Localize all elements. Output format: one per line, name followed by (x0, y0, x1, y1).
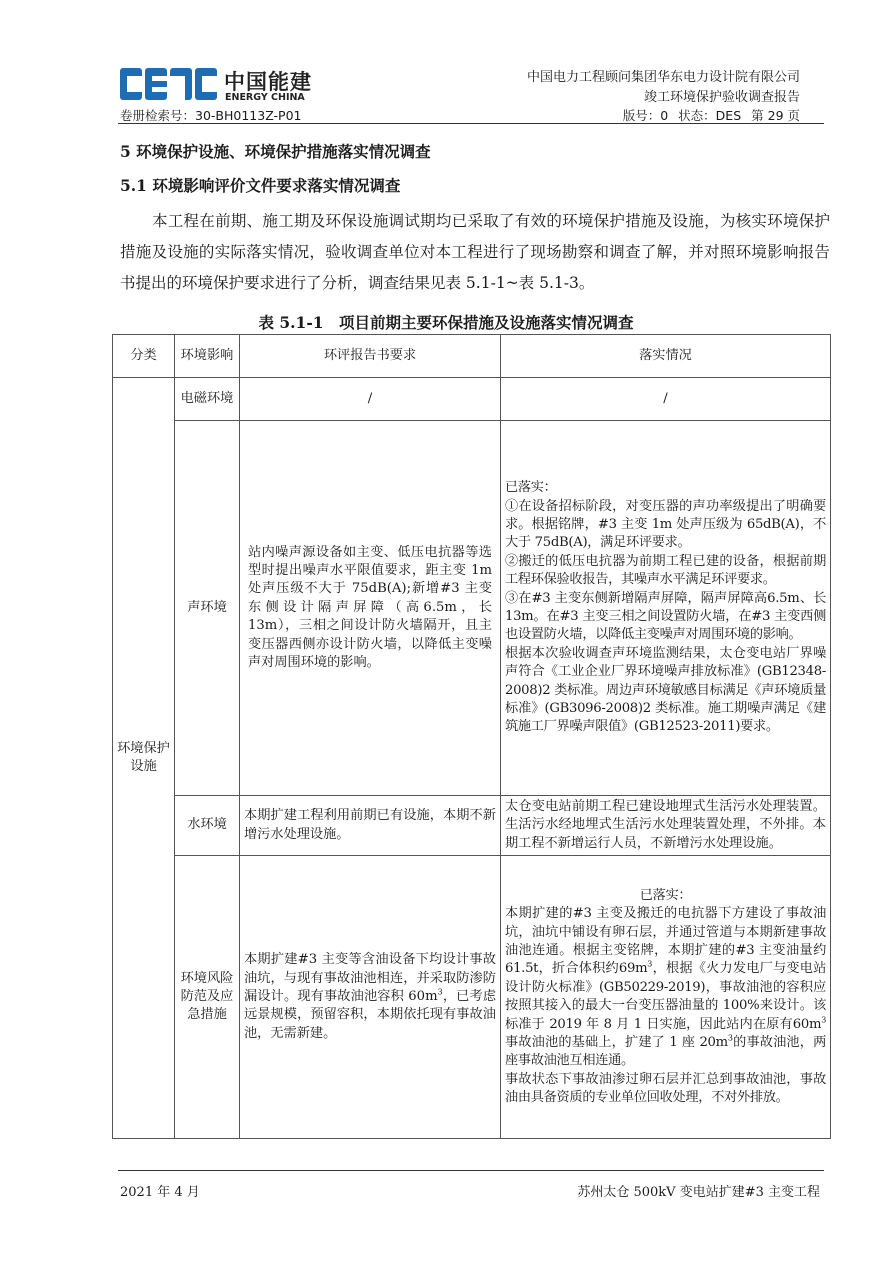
header-requirement: 环评报告书要求 (240, 335, 501, 378)
footer-divider (118, 1170, 824, 1171)
version-line (613, 106, 800, 124)
table-row (113, 796, 831, 856)
logo-english-text: ENERGY CHINA (225, 92, 305, 103)
header-divider (118, 123, 824, 124)
footer-date: 2021 年 4 月 (120, 1185, 200, 1200)
requirement-cell: 本期扩建#3 主变等含油设备下均设计事故油坑，与现有事故油池相连，并采取防渗防漏设计。现有事故油池容积 $60m^3$，已考虑远景规模，预留容积，本期依托现有事故油池，无需新建。 (240, 856, 501, 1139)
implementation-cell: 已落实： ①在设备招标阶段，对变压器的声功率级提出了明确要求。根据铭牌，#3 主变 1m 处声压级为 65dB(A)，不大于 75dB(A)，满足环评要求。 ②搬迁的低压电抗器为前期工程已建的设备，根据前期工程环保验收报告，其噪声水平满足环评要求。 ③在#3 主变东侧新增隔声屏障，隔声屏障高6.5m、长 13m。在#3 主变三相之间设置防火墙，在#3 主变西侧也设置防火墙，以降低主变噪声对周围环境的影响。 根据本次验收调查声环境监测结果，太仓变电站厂界噪声符合《工业企业厂界环境噪声排放标准》(GB12348-2008)2 类标准。周边声环境敏感目标满足《声环境质量标准》(GB3096-2008)2 类标准。施工期噪声满足《建筑施工厂界噪声限值》(GB12523-2011)要求。 (501, 421, 831, 796)
implementation-cell: 已落实： 本期扩建的#3 主变及搬迁的电抗器下方建设了事故油坑，油坑中铺设有卵石层，并通过管道与本期新建事故油池连通。根据主变铭牌，本期扩建的#3 主变油量约 61.5t，折合体积约$69m^3$，根据《火力发电厂与变电站设计防火标准》(GB50229-2019)，事故油池的容积应按照其接入的最大一台变压器油量的 100%来设计。该标准于 2019 年 8 月 1 日实施，因此站内在原有$60m^3$事故油池的基础上，扩建了 1 座 $20m^3$的事故油池，两座事故油池互相连通。 事故状态下事故油渗过卵石层并汇总到事故油池，事故油由具备资质的专业单位回收处理，不对外排放。 (501, 856, 831, 1139)
header-category: 分类 (113, 335, 175, 378)
implementation-cell: 太仓变电站前期工程已建设地埋式生活污水处理装置。生活污水经地埋式生活污水处理装置处理，不外排。本期工程不新增运行人员，不新增污水处理设施。 (501, 796, 831, 856)
section-heading: 5 环境保护设施、环境保护措施落实情况调查 (120, 142, 431, 161)
header-implementation: 落实情况 (501, 335, 831, 378)
measures-table (112, 334, 831, 1139)
company-name: 中国电力工程顾问集团华东电力设计院有限公司 (526, 70, 800, 85)
report-title: 竣工环境保护验收调查报告 (643, 90, 800, 105)
footer-project-name: 苏州太仓 500kV 变电站扩建#3 主变工程 (577, 1185, 820, 1200)
energy-china-logo (120, 66, 320, 104)
impact-cell: 声环境 (175, 421, 240, 796)
table-caption: 表 5.1-1 项目前期主要环保措施及设施落实情况调查 (258, 313, 634, 332)
impact-cell: 水环境 (175, 796, 240, 856)
requirement-cell: / (240, 378, 501, 421)
category-cell: 环境保护设施 (113, 378, 175, 1139)
requirement-cell: 本期扩建工程利用前期已有设施，本期不新增污水处理设施。 (240, 796, 501, 856)
table-header-row (113, 335, 831, 378)
table-row (113, 421, 831, 796)
requirement-cell: 站内噪声源设备如主变、低压电抗器等选型时提出噪声水平限值要求，距主变 1m 处声压级不大于 75dB(A);新增#3 主变东侧设计隔声屏障（高6.5m，长 13m），三相之间设计防火墙隔开，且主变压器西侧亦设计防火墙，以降低主变噪声对周围环境的影响。 (240, 421, 501, 796)
table-row (113, 856, 831, 1139)
document-number: 卷册检索号：30-BH0113Z-P01 (120, 108, 302, 123)
header-impact: 环境影响 (175, 335, 240, 378)
implementation-cell: / (501, 378, 831, 421)
page-number: 第 29 页 (751, 108, 800, 123)
version-number: 版号：0 (622, 108, 669, 123)
intro-paragraph: 本工程在前期、施工期及环保设施调试期均已采取了有效的环境保护措施及设施，为核实环境保护措施及设施的实际落实情况，验收调查单位对本工程进行了现场勘察和调查了解，并对照环境影响报告书提出的环境保护要求进行了分析，调查结果见表 5.1-1~表 5.1-3。 (120, 212, 830, 292)
logo-chinese-text: 中国能建 (224, 70, 312, 94)
table-row (113, 378, 831, 421)
impact-cell: 电磁环境 (175, 378, 240, 421)
impact-cell: 环境风险防范及应急措施 (175, 856, 240, 1139)
ceec-logo-icon (120, 66, 218, 102)
subsection-heading: 5.1 环境影响评价文件要求落实情况调查 (120, 176, 401, 195)
document-status: 状态：DES (678, 108, 742, 123)
